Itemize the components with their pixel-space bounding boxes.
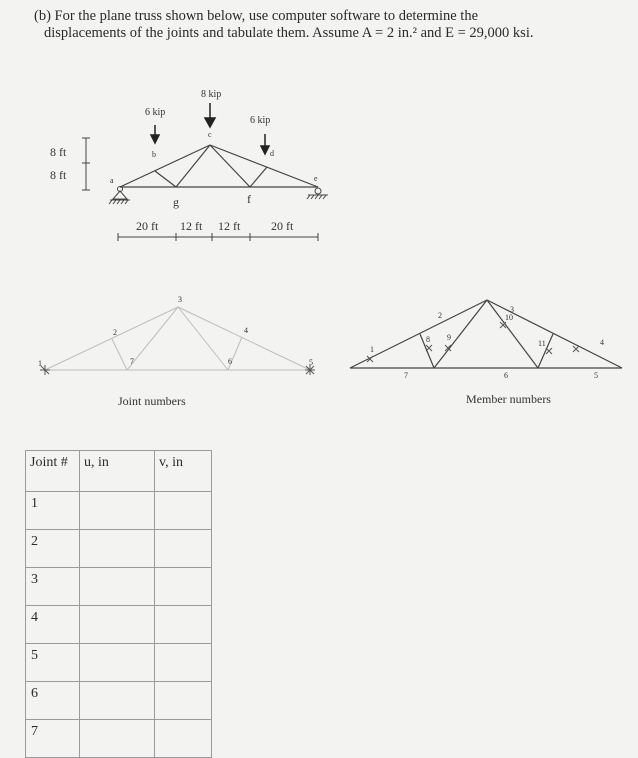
- table-row: [26, 492, 212, 530]
- ground-hatch-right: [307, 195, 326, 199]
- joint-numbers-caption: Joint numbers: [118, 394, 186, 408]
- v-cell[interactable]: [155, 682, 212, 720]
- member-label-5: 5: [594, 371, 598, 380]
- table-row: [26, 720, 212, 758]
- joint-number-cell: 3: [26, 568, 80, 606]
- member-label-4: 4: [600, 338, 604, 347]
- load-label-c: 8 kip: [201, 89, 222, 100]
- load-label-d: 6 kip: [250, 115, 271, 126]
- member-label-11: 11: [538, 339, 546, 348]
- header-u: u, in: [80, 451, 155, 492]
- member-label-2: 2: [438, 311, 442, 320]
- table-header-row: [26, 451, 212, 492]
- u-cell[interactable]: [80, 492, 155, 530]
- member-label-1: 1: [370, 345, 374, 354]
- table-row: [26, 606, 212, 644]
- node-label-e: e: [314, 174, 318, 183]
- joint-label-6: 6: [228, 357, 232, 366]
- span-label-1: 20 ft: [136, 219, 159, 233]
- span-label-4: 20 ft: [271, 219, 294, 233]
- table-row: [26, 568, 212, 606]
- member-label-9: 9: [447, 333, 451, 342]
- v-cell[interactable]: [155, 568, 212, 606]
- joint-number-cell: 5: [26, 644, 80, 682]
- joint-label-5: 5: [309, 358, 313, 367]
- roller-support-e: [315, 188, 321, 194]
- joint-label-2: 2: [113, 328, 117, 337]
- truss-height-dimension: [82, 138, 90, 190]
- u-cell[interactable]: [80, 682, 155, 720]
- problem-line-2: displacements of the joints and tabulate them. Assume A = 2 in.² and E = 29,000 ksi.: [44, 25, 534, 41]
- ground-hatch-left: [109, 200, 128, 204]
- v-cell[interactable]: [155, 530, 212, 568]
- v-cell[interactable]: [155, 720, 212, 758]
- displacement-table: [25, 450, 212, 758]
- joint-number-cell: 4: [26, 606, 80, 644]
- truss-top-chord-left: [120, 145, 210, 187]
- span-label-3: 12 ft: [218, 219, 241, 233]
- member-label-6: 6: [504, 371, 508, 380]
- header-joint: Joint #: [26, 451, 80, 492]
- truss-load-arrows: [151, 103, 269, 154]
- node-label-g: g: [173, 195, 179, 209]
- pin-support-triangle: [113, 191, 127, 199]
- node-label-d: d: [270, 149, 274, 158]
- member-numbers-caption: Member numbers: [466, 392, 551, 406]
- u-cell[interactable]: [80, 644, 155, 682]
- span-label-2: 12 ft: [180, 219, 203, 233]
- load-label-b: 6 kip: [145, 107, 166, 118]
- v-cell[interactable]: [155, 644, 212, 682]
- joint-numbers-diagram: [45, 307, 310, 370]
- truss-member-gc: [176, 145, 210, 187]
- joint-number-cell: 1: [26, 492, 80, 530]
- header-v: v, in: [155, 451, 212, 492]
- truss-member-fd: [250, 167, 267, 187]
- member-labels: [370, 305, 604, 380]
- height-label-lower: 8 ft: [50, 168, 67, 182]
- member-label-3: 3: [510, 305, 514, 314]
- table-row: [26, 530, 212, 568]
- u-cell[interactable]: [80, 530, 155, 568]
- joint-label-3: 3: [178, 295, 182, 304]
- truss-supports: [109, 187, 328, 205]
- member-label-10: 10: [505, 313, 513, 322]
- member-label-7: 7: [404, 371, 408, 380]
- node-label-a: a: [110, 176, 114, 185]
- truss-diagram: [120, 145, 318, 187]
- u-cell[interactable]: [80, 568, 155, 606]
- span-labels: [136, 219, 294, 233]
- joint-labels: [38, 295, 313, 368]
- member-label-8: 8: [426, 335, 430, 344]
- member-numbers-diagram: [350, 300, 622, 368]
- v-cell[interactable]: [155, 492, 212, 530]
- height-label-upper: 8 ft: [50, 145, 67, 159]
- v-cell[interactable]: [155, 606, 212, 644]
- member-marks: [367, 322, 579, 362]
- joint-number-cell: 2: [26, 530, 80, 568]
- joint-number-cell: 6: [26, 682, 80, 720]
- span-dimension-line: [118, 233, 318, 241]
- truss-member-cf: [210, 145, 250, 187]
- node-label-b: b: [152, 150, 156, 159]
- joint-label-7: 7: [130, 357, 134, 366]
- table-row: [26, 644, 212, 682]
- node-label-f: f: [247, 192, 251, 206]
- node-label-c: c: [208, 130, 212, 139]
- joint-number-cell: 7: [26, 720, 80, 758]
- joint-label-4: 4: [244, 326, 248, 335]
- u-cell[interactable]: [80, 720, 155, 758]
- truss-member-bg: [155, 171, 176, 187]
- table-row: [26, 682, 212, 720]
- problem-line-1: (b) For the plane truss shown below, use computer software to determine the: [34, 8, 479, 24]
- joint-label-1: 1: [38, 359, 42, 368]
- u-cell[interactable]: [80, 606, 155, 644]
